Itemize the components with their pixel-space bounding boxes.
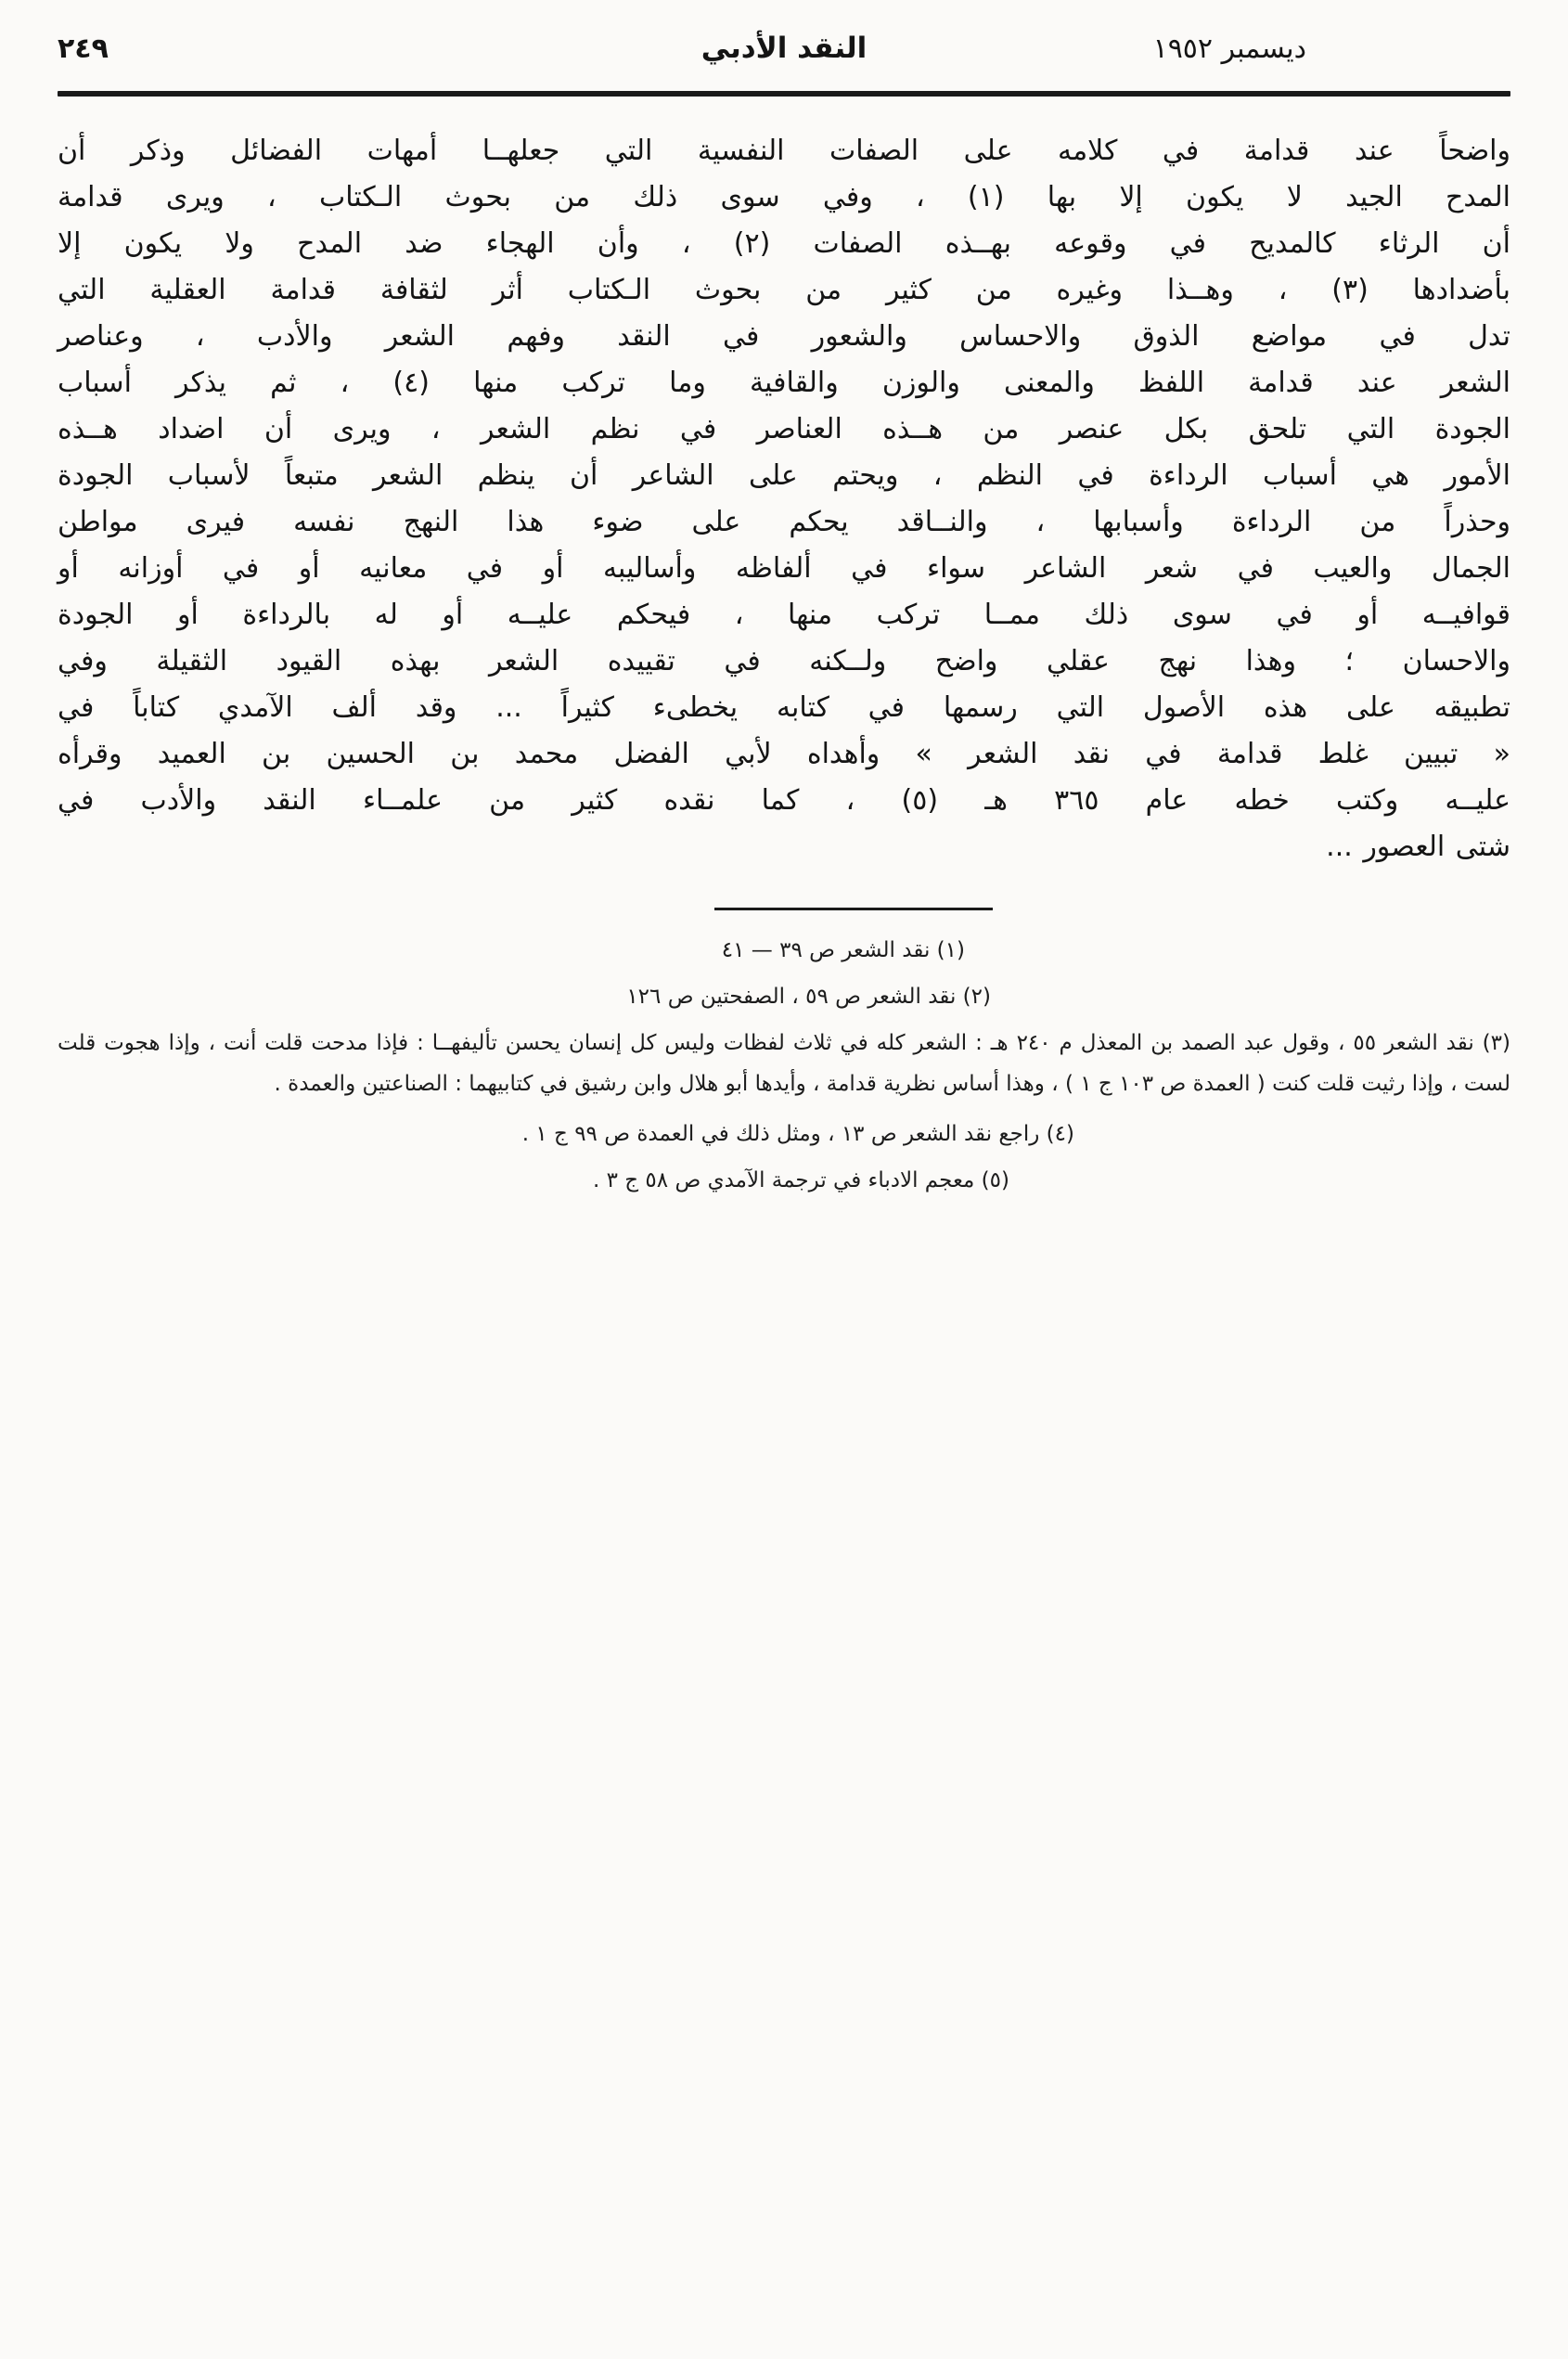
body-line: الجمال والعيب في شعر الشاعر سواء في ألفاظه وأساليبه أو في معانيه أو في أوزانه أو — [58, 552, 1510, 585]
footnotes — [58, 930, 1510, 1206]
body-line: تطبيقه على هذه الأصول التي رسمها في كتابه يخطىء كثيراً ... وقد ألف الآمدي كتاباً في — [58, 691, 1510, 724]
footnote-3: (٣) نقد الشعر ٥٥ ، وقول عبد الصمد بن المعذل م ٢٤٠ هـ : الشعر كله في ثلاث لفظات وليس كل إنسان يحسن تأليفهــا : فإذا مدحت قلت أنت ، وإذا هجوت قلت لست ، وإذا رثيت قلت كنت ( العمدة ص ١٠٣ ج ١ ) ، وهذا أساس نظرية قدامة ، وأيدها أبو هلال وابن رشيق في كتابيهما : الصناعتين والعمدة . — [58, 1031, 1510, 1096]
footnote-2: (٢) نقد الشعر ص ٥٩ ، الصفحتين ص ١٢٦ — [626, 985, 991, 1009]
body-line: بأضدادها (٣) ، وهــذا وغيره من كثير من بحوث الـكتاب أثر لثقافة قدامة العقلية التي — [58, 274, 1510, 306]
body-line: عليــه وكتب خطه عام ٣٦٥ هـ (٥) ، كما نقده كثير من علمــاء النقد والأدب في — [58, 784, 1511, 817]
page-header — [58, 32, 1510, 65]
footnote-separator — [714, 908, 993, 910]
body-line: واضحاً عند قدامة في كلامه على الصفات النفسية التي جعلهــا أمهات الفضائل وذكر أن — [58, 135, 1510, 167]
body-line: « تبيين غلط قدامة في نقد الشعر » وأهداه لأبي الفضل محمد بن الحسين بن العميد وقرأه — [58, 738, 1510, 770]
journal-title: النقد الأدبي — [700, 32, 868, 65]
header-rule — [58, 91, 1510, 97]
body-line: والاحسان ؛ وهذا نهج عقلي واضح ولــكنه في تقييده الشعر بهذه القيود الثقيلة وفي — [58, 645, 1510, 677]
body-line: أن الرثاء كالمديح في وقوعه بهــذه الصفات (٢) ، وأن الهجاء ضد المدح ولا يكون إلا — [58, 227, 1510, 260]
footnote-4: (٤) راجع نقد الشعر ص ١٣ ، ومثل ذلك في العمدة ص ٩٩ ج ١ . — [521, 1122, 1074, 1146]
body-line: الجودة التي تلحق بكل عنصر من هــذه العناصر في نظم الشعر ، ويرى أن اضداد هــذه — [58, 413, 1510, 445]
body-line: شتى العصور ... — [1326, 831, 1510, 863]
page-number: ٢٤٩ — [58, 32, 109, 65]
body-line: الأمور هي أسباب الرداءة في النظم ، ويحتم على الشاعر أن ينظم الشعر متبعاً لأسباب الجودة — [58, 459, 1510, 492]
body-line: الشعر عند قدامة اللفظ والمعنى والوزن والقافية وما تركب منها (٤) ، ثم يذكر أسباب — [58, 367, 1511, 399]
body-line: وحذراً من الرداءة وأسبابها ، والنــاقد يحكم على ضوء هذا النهج نفسه فيرى مواطن — [58, 506, 1510, 538]
body-line: قوافيــه أو في سوى ذلك ممــا تركب منها ، فيحكم عليــه أو له بالرداءة أو الجودة — [58, 599, 1510, 631]
body-text — [58, 128, 1510, 870]
issue-date: ديسمبر ١٩٥٢ — [1152, 32, 1306, 65]
body-line: تدل في مواضع الذوق والاحساس والشعور في النقد وفهم الشعر والأدب ، وعناصر — [58, 320, 1510, 353]
body-line: المدح الجيد لا يكون إلا بها (١) ، وفي سوى ذلك من بحوث الـكتاب ، ويرى قدامة — [58, 181, 1510, 213]
footnote-1: (١) نقد الشعر ص ٣٩ — ٤١ — [721, 938, 965, 962]
footnote-5: (٥) معجم الادباء في ترجمة الآمدي ص ٥٨ ج ٣ . — [592, 1168, 1009, 1192]
